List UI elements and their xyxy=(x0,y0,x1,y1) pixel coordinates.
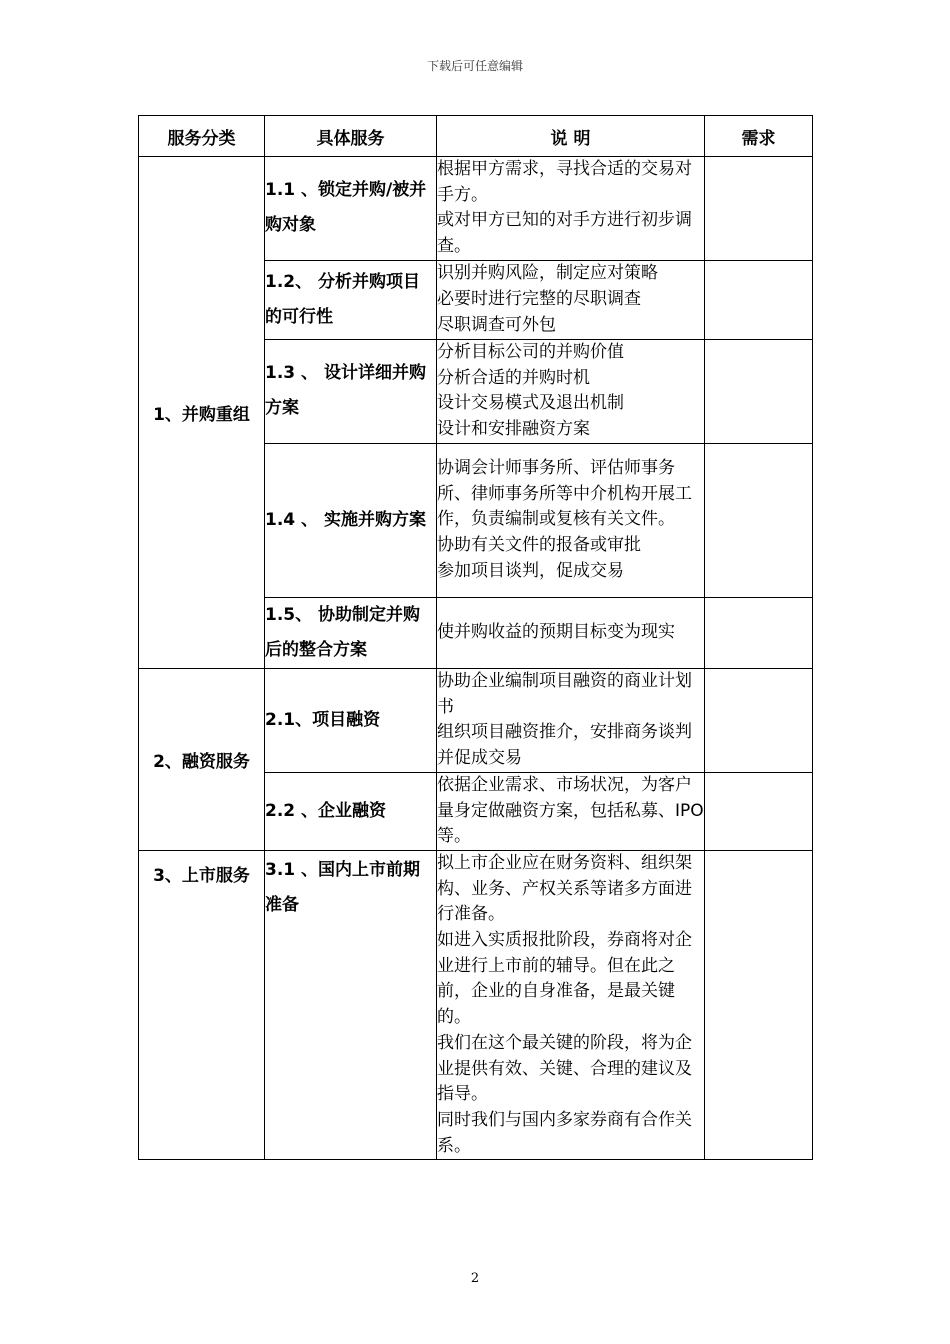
description-line: 或对甲方已知的对手方进行初步调查。 xyxy=(437,210,692,257)
description-line: 必要时进行完整的尽职调查 xyxy=(437,288,641,309)
description-cell xyxy=(437,157,705,261)
description-line: 我们在这个最关键的阶段，将为企业提供有效、关键、合理的建议及指导。 xyxy=(437,1032,692,1105)
description-line: 协调会计师事务所、评估师事务所、律师事务所等中介机构开展工作，负责编制或复核有关文件。 xyxy=(437,458,692,530)
demand-cell[interactable] xyxy=(705,339,813,443)
category-cell: 3、上市服务 xyxy=(139,850,265,1159)
description-line: 组织项目融资推介，安排商务谈判并促成交易 xyxy=(437,722,692,769)
header-note: 下载后可任意编辑 xyxy=(426,59,523,73)
category-cell: 2、融资服务 xyxy=(139,668,265,850)
description-line: 尽职调查可外包 xyxy=(437,314,556,335)
service-cell: 1.2、 分析并购项目的可行性 xyxy=(265,260,437,339)
service-cell: 1.5、 协助制定并购后的整合方案 xyxy=(265,597,437,668)
description-line: 设计交易模式及退出机制 xyxy=(437,393,624,414)
table-row xyxy=(139,850,813,1159)
service-cell: 3.1 、国内上市前期准备 xyxy=(265,850,437,1159)
description-cell xyxy=(437,668,705,772)
description-line: 分析目标公司的并购价值 xyxy=(437,341,624,362)
description-cell xyxy=(437,260,705,339)
service-cell: 1.1 、锁定并购/被并购对象 xyxy=(265,157,437,261)
demand-cell[interactable] xyxy=(705,772,813,850)
description-line: 参加项目谈判，促成交易 xyxy=(437,560,624,581)
service-cell: 1.4 、 实施并购方案 xyxy=(265,443,437,597)
description-line: 设计和安排融资方案 xyxy=(437,419,590,440)
demand-cell[interactable] xyxy=(705,443,813,597)
demand-cell[interactable] xyxy=(705,260,813,339)
description-line: 分析合适的并购时机 xyxy=(437,367,590,388)
service-cell: 1.3 、 设计详细并购方案 xyxy=(265,339,437,443)
description-cell xyxy=(437,443,705,597)
description-line: 协助有关文件的报备或审批 xyxy=(437,535,641,556)
demand-cell[interactable] xyxy=(705,668,813,772)
description-line: 同时我们与国内多家券商有合作关系。 xyxy=(437,1109,692,1156)
demand-cell[interactable] xyxy=(705,157,813,261)
description-line: 依据企业需求、市场状况，为客户量身定做融资方案，包括私募、IPO等。 xyxy=(437,774,704,847)
description-cell xyxy=(437,597,705,668)
description-cell xyxy=(437,339,705,443)
description-line: 拟上市企业应在财务资料、组织架构、业务、产权关系等诸多方面进行准备。 xyxy=(437,852,692,925)
demand-cell[interactable] xyxy=(705,597,813,668)
description-line: 根据甲方需求，寻找合适的交易对手方。 xyxy=(437,159,692,205)
header-demand: 需求 xyxy=(705,116,813,157)
description-line: 协助企业编制项目融资的商业计划书 xyxy=(437,670,692,717)
description-cell xyxy=(437,772,705,850)
description-line: 如进入实质报批阶段，券商将对企业进行上市前的辅导。但在此之前，企业的自身准备，是最关键的。 xyxy=(437,930,692,1028)
description-line: 识别并购风险，制定应对策略 xyxy=(437,263,658,284)
table-row xyxy=(139,157,813,261)
description-cell xyxy=(437,850,705,1159)
page-number: 2 xyxy=(470,1271,480,1286)
table-row xyxy=(139,668,813,772)
description-line: 使并购收益的预期目标变为现实 xyxy=(437,621,675,642)
header-description: 说 明 xyxy=(437,116,705,157)
table-header-row xyxy=(139,116,813,157)
header-category: 服务分类 xyxy=(139,116,265,157)
service-cell: 2.1、项目融资 xyxy=(265,668,437,772)
service-cell: 2.2 、企业融资 xyxy=(265,772,437,850)
services-table xyxy=(138,115,813,1160)
demand-cell[interactable] xyxy=(705,850,813,1159)
category-cell: 1、并购重组 xyxy=(139,157,265,669)
header-service: 具体服务 xyxy=(265,116,437,157)
